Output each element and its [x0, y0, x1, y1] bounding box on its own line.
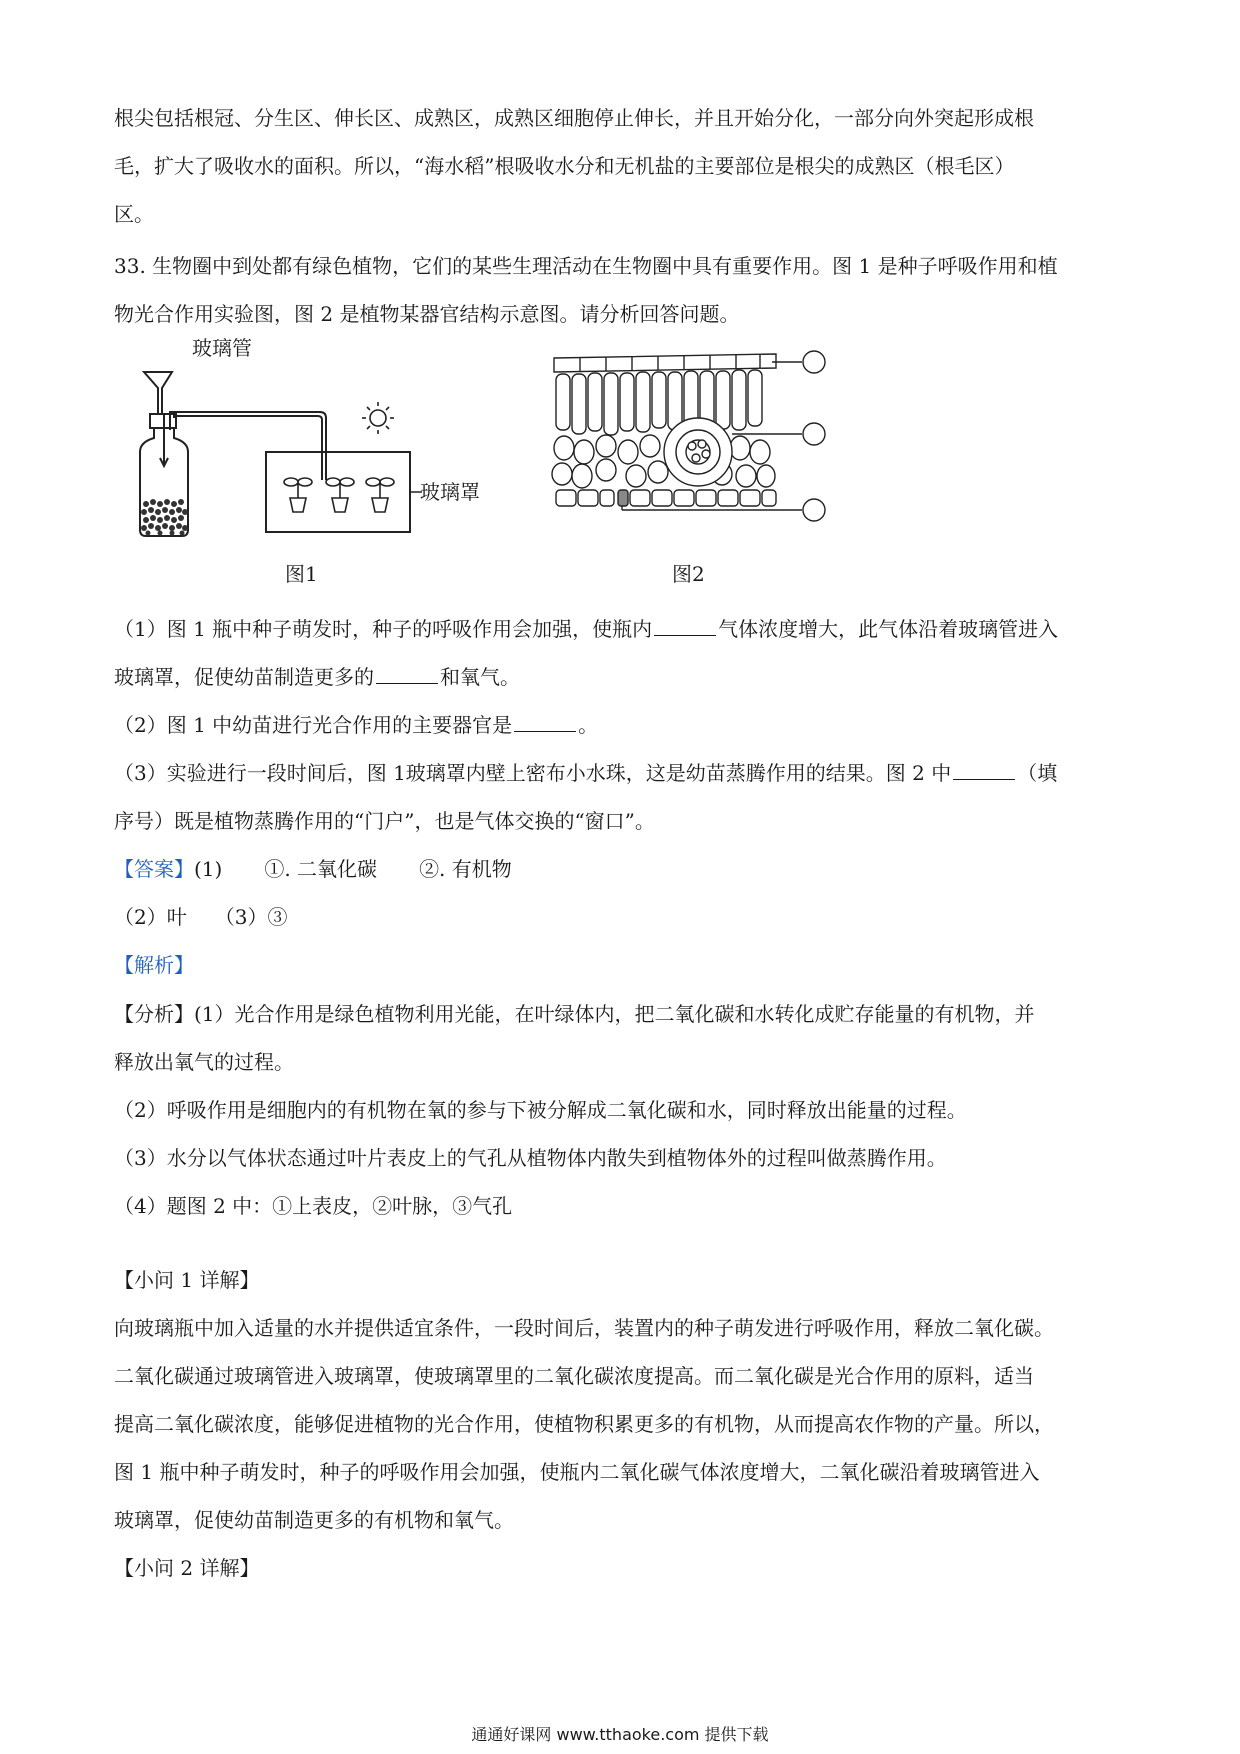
analysis-section: [114, 990, 1134, 1230]
q2-text: 。: [578, 713, 599, 737]
sub-question-1-cont: [114, 653, 1134, 701]
answer-part: ①. 二氧化碳: [264, 857, 378, 881]
figures: [130, 336, 890, 592]
figure1-caption: 图1: [285, 562, 318, 586]
answer-blank: [376, 661, 438, 684]
detail-1-section: [114, 1256, 1134, 1592]
glass-tube: [170, 412, 326, 480]
answer-section: [114, 845, 1134, 989]
seedling-icons: [284, 478, 394, 512]
q2-text: （2）图 1 中幼苗进行光合作用的主要器官是: [114, 713, 513, 737]
label-glass-tube: 玻璃管: [192, 336, 252, 360]
intro-line: 区。: [114, 202, 154, 226]
glass-cover: [266, 452, 410, 532]
funnel-icon: [144, 372, 172, 414]
figure1-diagram: [130, 352, 530, 552]
detail-2-heading: 【小问 2 详解】: [114, 1556, 260, 1580]
detail-line: 二氧化碳通过玻璃管进入玻璃罩，使玻璃罩里的二氧化碳浓度提高。而二氧化碳是光合作用的原料，适当: [114, 1364, 1034, 1388]
detail-line: 玻璃罩，促使幼苗制造更多的有机物和氧气。: [114, 1508, 514, 1532]
sub-question-3-cont: 序号）既是植物蒸腾作用的“门户”，也是气体交换的“窗口”。: [114, 809, 655, 833]
answer-part: （2）叶: [114, 905, 187, 929]
answer-tag: 【答案】: [114, 857, 194, 881]
q3-text: （3）实验进行一段时间后，图 1玻璃罩内壁上密布小水珠，这是幼苗蒸腾作用的结果。图 2 中: [114, 761, 952, 785]
answer-line-1: [114, 845, 1134, 893]
analysis-tag: 【解析】: [114, 953, 194, 977]
circle-markers: [803, 351, 825, 521]
detail-line: 图 1 瓶中种子萌发时，种子的呼吸作用会加强，使瓶内二氧化碳气体浓度增大，二氧化碳沿着玻璃管进入: [114, 1460, 1040, 1484]
q3-text: （填: [1017, 761, 1058, 785]
page-footer: 通通好课网 www.tthaoke.com 提供下载: [471, 1725, 769, 1744]
sub-question-2: [114, 701, 1134, 749]
answer-line-2: [114, 893, 1134, 941]
intro-line: 根尖包括根冠、分生区、伸长区、成熟区，成熟区细胞停止伸长，并且开始分化，一部分向外突起形成根: [114, 106, 1034, 130]
q1-text: （1）图 1 瓶中种子萌发时，种子的呼吸作用会加强，使瓶内: [114, 617, 653, 641]
answer-part: ②. 有机物: [419, 857, 512, 881]
question-line: 物光合作用实验图，图 2 是植物某器官结构示意图。请分析回答问题。: [114, 302, 740, 326]
figure2-diagram: [550, 348, 840, 528]
analysis-line: 【分析】(1）光合作用是绿色植物利用光能，在叶绿体内，把二氧化碳和水转化成贮存能量的有机物，并: [114, 1002, 1035, 1026]
q1-text: 气体浓度增大，此气体沿着玻璃管进入: [718, 617, 1059, 641]
spongy-cells: [552, 435, 775, 488]
label-glass-cover: 玻璃罩: [420, 480, 480, 504]
question-33: [114, 242, 1134, 338]
analysis-line: 释放出氧气的过程。: [114, 1050, 294, 1074]
sub-question-1: [114, 605, 1134, 653]
lower-epidermis-cells: [556, 490, 776, 506]
question-line: 33. 生物圈中到处都有绿色植物，它们的某些生理活动在生物圈中具有重要作用。图 1 是种子呼吸作用和植: [114, 254, 1058, 278]
analysis-line: （4）题图 2 中：①上表皮，②叶脉，③气孔: [114, 1194, 513, 1218]
analysis-heading: [114, 941, 1134, 989]
detail-1-heading: 【小问 1 详解】: [114, 1268, 260, 1292]
detail-line: 提高二氧化碳浓度，能够促进植物的光合作用，使植物积累更多的有机物，从而提高农作物的产量。所以，: [114, 1412, 1054, 1436]
analysis-line: （2）呼吸作用是细胞内的有机物在氧的参与下被分解成二氧化碳和水，同时释放出能量的过程。: [114, 1098, 967, 1122]
answer-part: （3）③: [214, 905, 288, 929]
q1-text: 玻璃罩，促使幼苗制造更多的: [114, 665, 374, 689]
palisade-cells: [556, 370, 762, 435]
answer-blank: [953, 757, 1015, 780]
q1-text: 和氧气。: [440, 665, 520, 689]
answer-blank: [514, 709, 576, 732]
seeds-icon: [141, 499, 188, 536]
intro-line: 毛，扩大了吸收水的面积。所以，“海水稻”根吸收水分和无机盐的主要部位是根尖的成熟区（根毛区）: [114, 154, 1015, 178]
detail-line: 向玻璃瓶中加入适量的水并提供适宜条件，一段时间后，装置内的种子萌发进行呼吸作用，释放二氧化碳。: [114, 1316, 1054, 1340]
sun-icon: [362, 402, 394, 434]
intro-paragraph: [114, 94, 1134, 238]
sub-questions: [114, 605, 1134, 845]
sub-question-3: [114, 749, 1134, 797]
answer-blank: [654, 613, 716, 636]
leaf-vein: [664, 418, 732, 486]
figure2-caption: 图2: [672, 562, 705, 586]
analysis-line: （3）水分以气体状态通过叶片表皮上的气孔从植物体内散失到植物体外的过程叫做蒸腾作用。: [114, 1146, 947, 1170]
answer-part: (1): [194, 857, 223, 881]
